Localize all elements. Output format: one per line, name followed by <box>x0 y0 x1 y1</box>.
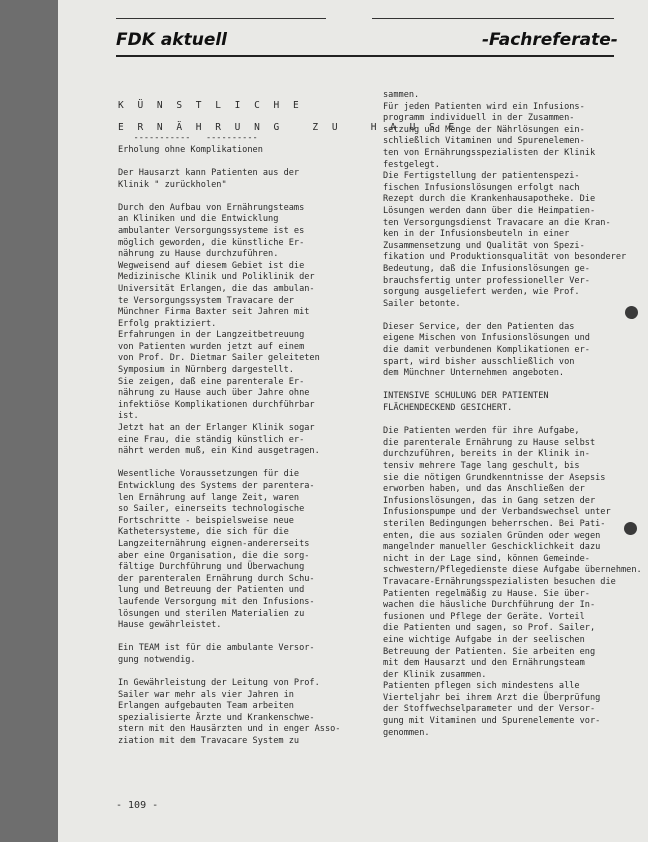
text-line: so Sailer, einerseits technologische <box>118 504 305 515</box>
article-title-line2: E R N Ä H R U N G Z U H A U S E <box>118 121 459 133</box>
text-line: von Patienten wurden jetzt auf einem <box>118 341 305 352</box>
left-body-text <box>118 145 350 748</box>
text-line: Langzeiternährung eignen-andererseits <box>118 538 310 549</box>
text-line: von Prof. Dr. Dietmar Sailer geleiteten <box>118 353 320 364</box>
text-line <box>118 632 350 644</box>
text-line: te Versorgungssystem Travacare der <box>118 295 294 306</box>
text-line: Fortschritte - beispielsweise neue <box>118 515 294 526</box>
text-line: Rezept durch die Krankenhausapotheke. Die <box>383 194 596 205</box>
text-line: Erholung ohne Komplikationen <box>118 144 263 155</box>
text-line: Patienten pflegen sich mindestens alle <box>383 681 580 692</box>
text-line: ziation mit dem Travacare System zu <box>118 736 300 747</box>
text-line: enten, die aus sozialen Gründen oder wegen <box>383 530 601 541</box>
text-line: durchzuführen, bereits in der Klinik in- <box>383 449 590 460</box>
text-line: Jetzt hat an der Erlanger Klinik sogar <box>118 423 315 434</box>
text-line: Klinik " zurückholen" <box>118 179 227 190</box>
text-line: Zusammensetzung und Qualität von Spezi- <box>383 240 585 251</box>
text-line: sie die nötigen Grundkenntnisse der Asepsis <box>383 472 606 483</box>
text-line: FLÄCHENDECKEND GESICHERT. <box>383 403 513 414</box>
text-line: Münchner Firma Baxter seit Jahren mit <box>118 307 310 318</box>
text-line <box>118 667 350 679</box>
text-line: genommen. <box>383 727 430 738</box>
text-line <box>383 310 623 322</box>
text-line: ist. <box>118 411 139 422</box>
text-line: spezialisierte Ärzte und Krankenschwe- <box>118 712 315 723</box>
text-line: nicht in der Lage sind, können Gemeinde- <box>383 553 590 564</box>
text-line: ten von Ernährungsspezialisten der Klinik <box>383 147 596 158</box>
text-line: gung notwendig. <box>118 654 196 665</box>
text-line <box>118 191 350 203</box>
text-line: Hause gewährleistet. <box>118 620 222 631</box>
text-line: Medizinische Klinik und Poliklinik der <box>118 272 315 283</box>
text-line <box>118 458 350 470</box>
article-title-line1: K Ü N S T L I C H E <box>118 100 303 111</box>
text-line: Kathetersysteme, die sich für die <box>118 527 289 538</box>
text-line: die Patienten und sagen, so Prof. Sailer, <box>383 623 596 634</box>
text-line <box>383 415 623 427</box>
text-line: fältige Durchführung und Überwachung <box>118 562 305 573</box>
text-line: nährung zu Hause auch über Jahre ohne <box>118 388 310 399</box>
text-line: sammen. <box>383 90 420 100</box>
text-line: Wegweisend auf diesem Gebiet ist die <box>118 260 305 271</box>
header-title: FDK aktuell <box>116 30 228 50</box>
text-line: Die Fertigstellung der patientenspezi- <box>383 171 580 182</box>
text-line: lösungen und sterilen Materialien zu <box>118 608 305 619</box>
text-line: fusionen und Pflege der Geräte. Vorteil <box>383 611 585 622</box>
text-line: Erfahrungen in der Langzeitbetreuung <box>118 330 305 341</box>
text-line: fikation und Produktionsqualität von besonderer <box>383 252 627 263</box>
text-line: ambulanter Versorgungssysteme ist es <box>118 225 305 236</box>
text-line <box>118 156 350 168</box>
text-line: festgelegt. <box>383 159 440 170</box>
text-line: ken in der Infusionsbeuteln in einer <box>383 229 570 240</box>
header-top-rule-right <box>372 18 614 19</box>
text-line: Infusionspumpe und der Verbandswechsel unter <box>383 507 611 518</box>
text-line: der parenteralen Ernährung durch Schu- <box>118 573 315 584</box>
text-line: Vierteljahr bei ihrem Arzt die Überprüfung <box>383 692 601 703</box>
page-number: - 109 - <box>116 800 159 811</box>
text-line: Universität Erlangen, die das ambulan- <box>118 283 315 294</box>
text-line: eine Frau, die ständig künstlich er- <box>118 434 305 445</box>
text-line: Wesentliche Voraussetzungen für die <box>118 469 300 480</box>
text-line: Betreuung der Patienten. Sie arbeiten eng <box>383 646 596 657</box>
text-line: dem Münchner Unternehmen angeboten. <box>383 368 565 379</box>
text-line: schwestern/Pflegedienste diese Aufgabe übernehmen. <box>383 565 642 576</box>
text-line: spart, wird bisher ausschließlich von <box>383 356 575 367</box>
text-line: Die Patienten werden für ihre Aufgabe, <box>383 426 580 437</box>
text-line: stern mit den Hausärzten und in enger Asso- <box>118 724 341 735</box>
text-line: Sailer betonte. <box>383 298 461 309</box>
text-line: nährung zu Hause durchzuführen. <box>118 249 279 260</box>
text-line: Patienten regelmäßig zu Hause. Sie über- <box>383 588 590 599</box>
text-line: Bedeutung, daß die Infusionslösungen ge- <box>383 263 590 274</box>
text-line: Erfolg praktiziert. <box>118 318 217 329</box>
text-line: sterilen Bedingungen beherrschen. Bei Pati- <box>383 518 606 529</box>
text-line: brauchsfertig unter professioneller Ver- <box>383 275 590 286</box>
text-line: Durch den Aufbau von Ernährungsteams <box>118 202 305 213</box>
text-line: die damit verbundenen Komplikationen er- <box>383 345 590 356</box>
text-line: Sie zeigen, daß eine parenterale Er- <box>118 376 305 387</box>
text-line: len Ernährung auf lange Zeit, waren <box>118 492 300 503</box>
text-line: möglich geworden, die künstliche Er- <box>118 237 305 248</box>
text-line: lung und Betreuung der Patienten und <box>118 585 305 596</box>
text-line: In Gewährleistung der Leitung von Prof. <box>118 678 320 689</box>
text-line: programm individuell in der Zusammen- <box>383 113 575 124</box>
text-line: Dieser Service, der den Patienten das <box>383 321 575 332</box>
text-line: fischen Infusionslösungen erfolgt nach <box>383 182 580 193</box>
text-line: tensiv mehrere Tage lang geschult, bis <box>383 461 580 471</box>
title-underline: ----------- ---------- <box>118 133 258 144</box>
text-line: die parenterale Ernährung zu Hause selbst <box>383 437 596 448</box>
text-line: sorgung ausgeliefert werden, wie Prof. <box>383 287 580 298</box>
header-top-rule-left <box>116 18 326 19</box>
header-rule <box>116 55 614 57</box>
text-line: Der Hausarzt kann Patienten aus der <box>118 167 300 178</box>
text-line: infektiöse Komplikationen durchführbar <box>118 399 315 410</box>
text-line: Travacare-Ernährungsspezialisten besuchen die <box>383 576 616 587</box>
text-line: der Stoffwechselparameter und der Versor- <box>383 704 596 715</box>
text-line: laufende Versorgung mit den Infusions- <box>118 596 315 607</box>
punch-hole-bottom <box>624 522 637 535</box>
text-line: nährt werden muß, ein Kind ausgetragen. <box>118 446 320 457</box>
right-body-text <box>383 90 642 739</box>
text-line: Infusionslösungen, das in Gang setzen der <box>383 495 596 506</box>
text-line: INTENSIVE SCHULUNG DER PATIENTEN <box>383 391 549 402</box>
text-line: der Klinik zusammen. <box>383 669 487 680</box>
text-line: ten Versorgungsdienst Travacare an die Kran- <box>383 217 611 228</box>
text-line: gung mit Vitaminen und Spurenelemente vor- <box>383 716 601 727</box>
text-line: setzung und Menge der Nährlösungen ein- <box>383 124 585 135</box>
text-line: Entwicklung des Systems der parentera- <box>118 481 315 491</box>
text-line: an Kliniken und die Entwicklung <box>118 214 279 225</box>
text-line: eine wichtige Aufgabe in der seelischen <box>383 634 585 645</box>
text-line: mangelnder manueller Geschicklichkeit dazu <box>383 542 601 553</box>
text-line: wachen die häusliche Durchführung der In- <box>383 600 596 611</box>
section-title: -Fachreferate- <box>482 30 618 50</box>
text-line: Symposium in Nürnberg dargestellt. <box>118 365 294 376</box>
text-line: Ein TEAM ist für die ambulante Versor- <box>118 643 315 654</box>
text-line: erworben haben, und das Anschließen der <box>383 484 585 495</box>
text-line: Für jeden Patienten wird ein Infusions- <box>383 101 585 112</box>
right-column <box>383 90 642 739</box>
text-line: schließlich Vitaminen und Spurenelemen- <box>383 136 585 147</box>
text-line: mit dem Hausarzt und den Ernährungsteam <box>383 658 585 669</box>
text-line: Lösungen werden dann über die Heimpatien- <box>383 205 596 216</box>
punch-hole-top <box>625 306 638 319</box>
text-line: Sailer war mehr als vier Jahren in <box>118 689 294 700</box>
text-line: Erlangen aufgebauten Team arbeiten <box>118 701 294 712</box>
text-line <box>383 380 623 392</box>
text-line: eigene Mischen von Infusionslösungen und <box>383 333 590 344</box>
text-line: aber eine Organisation, die die sorg- <box>118 550 310 561</box>
